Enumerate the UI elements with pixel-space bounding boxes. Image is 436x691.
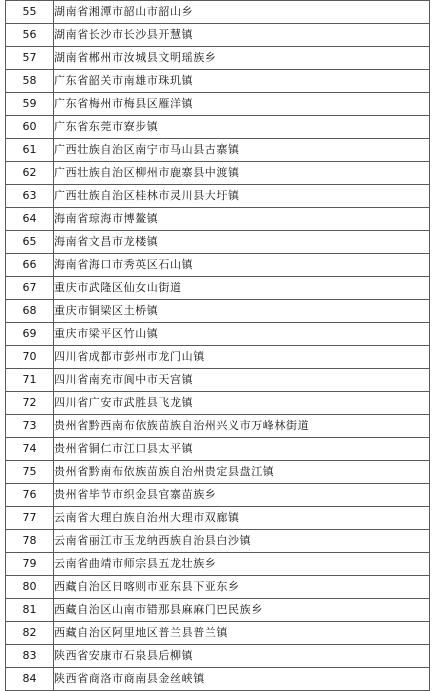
row-number: 75 [6, 461, 54, 484]
row-number: 71 [6, 369, 54, 392]
row-number: 58 [6, 70, 54, 93]
row-number: 78 [6, 530, 54, 553]
place-name: 西藏自治区阿里地区普兰县普兰镇 [54, 622, 430, 645]
row-number: 68 [6, 300, 54, 323]
table-row [6, 392, 430, 415]
table-row [6, 1, 430, 24]
place-name: 贵州省铜仁市江口县太平镇 [54, 438, 430, 461]
row-number: 66 [6, 254, 54, 277]
place-name: 云南省大理白族自治州大理市双廊镇 [54, 507, 430, 530]
place-name: 广西壮族自治区桂林市灵川县大圩镇 [54, 185, 430, 208]
table-row [6, 185, 430, 208]
place-name: 四川省广安市武胜县飞龙镇 [54, 392, 430, 415]
row-number: 69 [6, 323, 54, 346]
table-row [6, 139, 430, 162]
place-name: 海南省琼海市博鳌镇 [54, 208, 430, 231]
table-row [6, 231, 430, 254]
row-number: 79 [6, 553, 54, 576]
table-row [6, 24, 430, 47]
table-row [6, 553, 430, 576]
row-number: 80 [6, 576, 54, 599]
table-row [6, 622, 430, 645]
row-number: 73 [6, 415, 54, 438]
row-number: 59 [6, 93, 54, 116]
row-number: 57 [6, 47, 54, 70]
township-list-table [5, 0, 430, 691]
place-name: 广西壮族自治区南宁市马山县古寨镇 [54, 139, 430, 162]
row-number: 72 [6, 392, 54, 415]
place-name: 陕西省安康市石泉县后柳镇 [54, 645, 430, 668]
table-row [6, 668, 430, 691]
table-row [6, 346, 430, 369]
place-name: 贵州省黔南布依族苗族自治州贵定县盘江镇 [54, 461, 430, 484]
table-row [6, 93, 430, 116]
place-name: 广西壮族自治区柳州市鹿寨县中渡镇 [54, 162, 430, 185]
table-row [6, 208, 430, 231]
table-row [6, 415, 430, 438]
row-number: 82 [6, 622, 54, 645]
place-name: 重庆市武隆区仙女山街道 [54, 277, 430, 300]
place-name: 湖南省郴州市汝城县文明瑶族乡 [54, 47, 430, 70]
table-body [6, 1, 430, 691]
place-name: 重庆市梁平区竹山镇 [54, 323, 430, 346]
row-number: 81 [6, 599, 54, 622]
place-name: 四川省南充市阆中市天宫镇 [54, 369, 430, 392]
table-row [6, 369, 430, 392]
table-row [6, 599, 430, 622]
table-row [6, 438, 430, 461]
table-row [6, 645, 430, 668]
row-number: 84 [6, 668, 54, 691]
row-number: 77 [6, 507, 54, 530]
place-name: 西藏自治区山南市错那县麻麻门巴民族乡 [54, 599, 430, 622]
place-name: 湖南省湘潭市韶山市韶山乡 [54, 1, 430, 24]
table-row [6, 47, 430, 70]
row-number: 70 [6, 346, 54, 369]
place-name: 广东省韶关市南雄市珠玑镇 [54, 70, 430, 93]
table-row [6, 461, 430, 484]
row-number: 55 [6, 1, 54, 24]
row-number: 63 [6, 185, 54, 208]
table-row [6, 277, 430, 300]
row-number: 56 [6, 24, 54, 47]
row-number: 61 [6, 139, 54, 162]
table-row [6, 116, 430, 139]
place-name: 湖南省长沙市长沙县开慧镇 [54, 24, 430, 47]
place-name: 西藏自治区日喀则市亚东县下亚东乡 [54, 576, 430, 599]
table-row [6, 254, 430, 277]
place-name: 海南省文昌市龙楼镇 [54, 231, 430, 254]
row-number: 64 [6, 208, 54, 231]
row-number: 67 [6, 277, 54, 300]
table-row [6, 530, 430, 553]
row-number: 60 [6, 116, 54, 139]
place-name: 云南省曲靖市师宗县五龙壮族乡 [54, 553, 430, 576]
table-row [6, 323, 430, 346]
row-number: 83 [6, 645, 54, 668]
place-name: 贵州省黔西南布依族苗族自治州兴义市万峰林街道 [54, 415, 430, 438]
place-name: 云南省丽江市玉龙纳西族自治县白沙镇 [54, 530, 430, 553]
table-row [6, 300, 430, 323]
place-name: 重庆市铜梁区土桥镇 [54, 300, 430, 323]
row-number: 62 [6, 162, 54, 185]
place-name: 广东省东莞市寮步镇 [54, 116, 430, 139]
table-row [6, 507, 430, 530]
row-number: 65 [6, 231, 54, 254]
row-number: 76 [6, 484, 54, 507]
place-name: 陕西省商洛市商南县金丝峡镇 [54, 668, 430, 691]
place-name: 海南省海口市秀英区石山镇 [54, 254, 430, 277]
place-name: 四川省成都市彭州市龙门山镇 [54, 346, 430, 369]
table-row [6, 70, 430, 93]
table-row [6, 576, 430, 599]
row-number: 74 [6, 438, 54, 461]
place-name: 贵州省毕节市织金县官寨苗族乡 [54, 484, 430, 507]
table-row [6, 484, 430, 507]
table-row [6, 162, 430, 185]
place-name: 广东省梅州市梅县区雁洋镇 [54, 93, 430, 116]
